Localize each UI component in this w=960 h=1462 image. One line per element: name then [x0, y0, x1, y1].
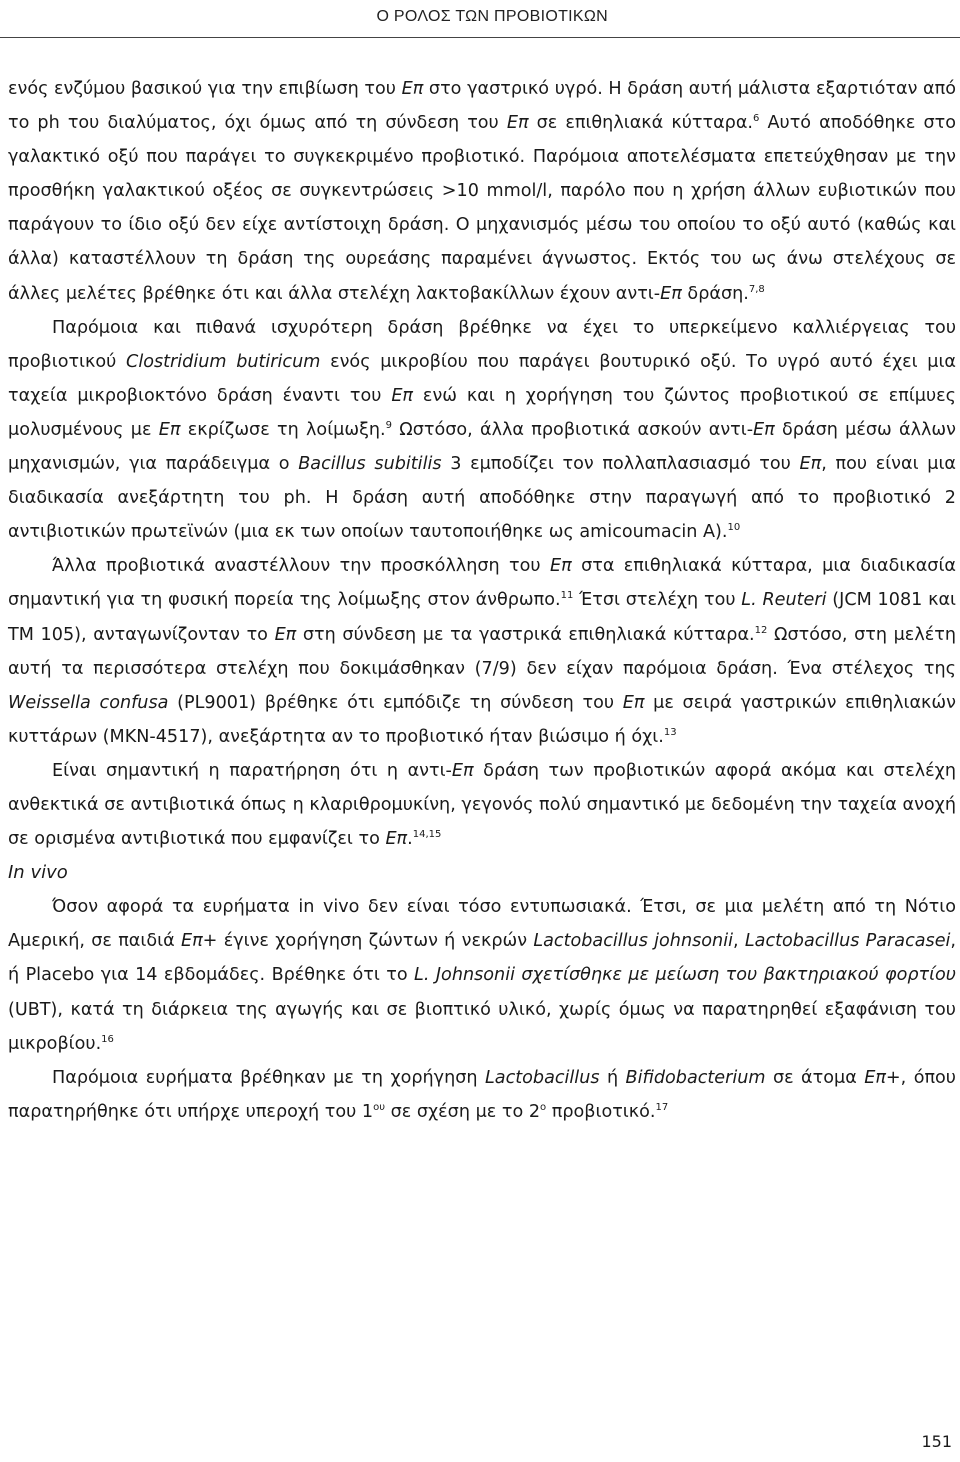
citation-ref: 14,15 — [412, 829, 442, 841]
header-rule — [0, 37, 960, 38]
paragraph-3: Άλλα προβιοτικά αναστέλλουν την προσκόλληση του Επ στα επιθηλιακά κύτταρα, μια διαδικασία σημαντική για τη φυσική πορεία της λοίμωξης στον άνθρωπο.$^{11}$ Έτσι στελέχη του L. Reuteri (JCM 1081 και TM 105), ανταγωνίζονταν το Επ στη σύνδεση με τα γαστρικά επιθηλιακά κύτταρα.$^{12}$ Ωστόσο, στη μελέτη αυτή τα περισσότερα στελέχη που δοκιμάσθηκαν (7/9) δεν είχαν παρόμοια δράση. Ένα στέλεχος της Weissella confusa (PL9001) βρέθηκε ότι εμπόδιζε τη σύνδεση του Επ με σειρά γαστρικών επιθηλιακών κυττάρων (MKN-4517), ανεξάρτητα αν το προβιοτικό ήταν βιώσιμο ή όχι.$^{13}$ — [8, 556, 957, 747]
citation-ref: 17 — [655, 1101, 669, 1113]
citation-ref: 11 — [560, 590, 574, 602]
paragraph-4: Είναι σημαντική η παρατήρηση ότι η αντι-Επ δράση των προβιοτικών αφορά ακόμα και στελέχη ανθεκτικά σε αντιβιοτικά όπως η κλαριθρομυκίνη, γεγονός πολύ σημαντικό με δεδομένη την ταχεία ανοχή σε ορισμένα αντιβιοτικά που εμφανίζει το Επ.$^{14,15}$ — [8, 760, 956, 850]
body-text — [8, 72, 956, 1129]
citation-ref: 12 — [754, 624, 768, 636]
paragraph-1: ενός ενζύμου βασικού για την επιβίωση του Επ στο γαστρικό υγρό. Η δράση αυτή μάλιστα εξαρτιόταν από το ph του διαλύματος, όχι όμως από τη σύνδεση του Επ σε επιθηλιακά κύτταρα.$^6$ Αυτό αποδόθηκε στο γαλακτικό οξύ που παράγει το συγκεκριμένο προβιοτικό. Παρόμοια αποτελέσματα επετεύχθησαν με την προσθήκη γαλακτικού οξέος σε συγκεντρώσεις >10 mmol/l, παρόλο που η χρήση άλλων ευβιοτικών που παράγουν το ίδιο οξύ δεν είχε αντίστοιχη δράση. Ο μηχανισμός μέσω του οποίου το οξύ αυτό (καθώς και άλλα) καταστέλλουν τη δράση της ουρεάσης παραμένει άγνωστος. Εκτός του ως άνω στελέχους σε άλλες μελέτες βρέθηκε ότι και άλλα στελέχη λακτοβακίλλων έχουν αντι-Επ δράση.$^{7,8}$ — [8, 79, 956, 304]
ordinal-suffix: ο — [540, 1101, 547, 1113]
running-header-title: Ο ΡΟΛΟΣ ΤΩΝ ΠΡΟΒΙΟΤΙΚΩΝ — [376, 8, 608, 25]
citation-ref: 16 — [101, 1033, 114, 1045]
citation-ref: 6 — [753, 113, 760, 125]
paragraph-5: Όσον αφορά τα ευρήματα in vivo δεν είναι τόσο εντυπωσιακά. Έτσι, σε μια μελέτη από τη Νότιο Αμερική, σε παιδιά Επ+ έγινε χορήγηση ζώντων ή νεκρών Lactobacillus johnsonii, Lactobacillus Paracasei, ή Placebo για 14 εβδομάδες. Βρέθηκε ότι το L. Johnsonii σχετίσθηκε με μείωση του βακτηριακού φορτίου (UBT), κατά τη διάρκεια της αγωγής και σε βιοπτικό υλικό, χωρίς όμως να παρατηρηθεί εξαφάνιση του μικροβίου.$^{16}$ — [8, 897, 957, 1054]
section-heading-in-vivo: In vivo — [8, 862, 68, 884]
citation-ref: 7,8 — [748, 283, 765, 295]
running-header — [0, 0, 960, 34]
paragraph-2: Παρόμοια και πιθανά ισχυρότερη δράση βρέθηκε να έχει το υπερκείμενο καλλιέργειας του προβιοτικού Clostridium butiricum ενός μικροβίου που παράγει βουτυρικό οξύ. Το υγρό αυτό έχει μια ταχεία μικροβιοκτόνο δράση έναντι του Επ ενώ και η χορήγηση του ζώντος προβιοτικού σε επίμυες μολυσμένους με Επ εκρίζωσε τη λοίμωξη.$^9$ Ωστόσο, άλλα προβιοτικά ασκούν αντι-Επ δράση μέσω άλλων μηχανισμών, για παράδειγμα ο Bacillus subitilis 3 εμποδίζει τον πολλαπλασιασμό του Επ, που είναι μια διαδικασία ανεξάρτητη του ph. Η δράση αυτή αποδόθηκε στην παραγωγή από το προβιοτικό 2 αντιβιοτικών πρωτεϊνών (μια εκ των οποίων ταυτοποιήθηκε ως amicoumacin A).$^{10}$ — [8, 317, 957, 543]
citation-ref: 13 — [663, 726, 677, 738]
citation-ref: 10 — [727, 522, 741, 534]
ordinal-suffix: ου — [373, 1101, 386, 1113]
paragraph-6: Παρόμοια ευρήματα βρέθηκαν με τη χορήγηση Lactobacillus ή Bifidobacterium σε άτομα Επ+, όπου παρατηρήθηκε ότι υπήρχε υπεροχή του $1^{o\upsilon}$ σε σχέση με το $2^o$ προβιοτικό.$^{17}$ — [8, 1067, 956, 1122]
page-number: 151 — [921, 1432, 952, 1451]
citation-ref: 9 — [385, 419, 392, 431]
